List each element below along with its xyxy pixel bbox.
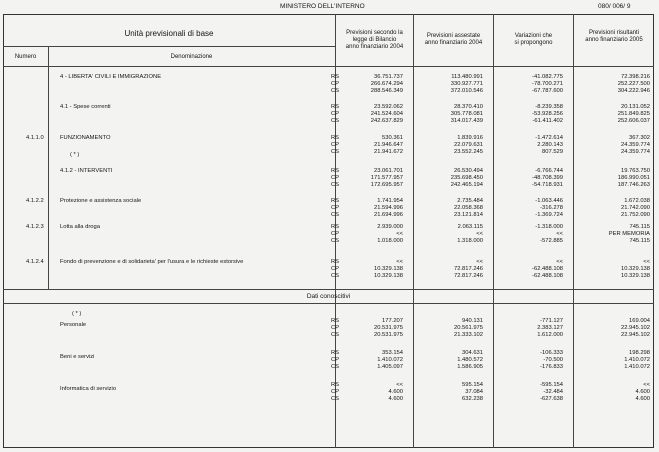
value-v4: 251.849.825: [617, 111, 650, 117]
value-v2: 72.817.246: [453, 266, 483, 272]
value-v3: -106.333: [540, 350, 563, 356]
value-v2: 26.530.494: [453, 168, 483, 174]
row-code: CP: [331, 111, 340, 117]
value-v2: 37.084: [465, 389, 483, 395]
value-v3: -48.708.399: [532, 175, 563, 181]
value-v1: 10.329.138: [373, 266, 403, 272]
divider-header-sub: [3, 46, 335, 47]
row-code: RS: [331, 382, 340, 388]
value-v3: 1.612.000: [537, 332, 563, 338]
value-v4: 4.600: [635, 389, 650, 395]
row-label: 4 - LIBERTA' CIVILI E IMMIGRAZIONE: [60, 74, 162, 80]
value-v1: 171.577.957: [370, 175, 403, 181]
value-v4: 24.359.774: [620, 142, 650, 148]
divider-col4: [573, 14, 574, 448]
row-code: CS: [331, 212, 340, 218]
row-code: CP: [331, 357, 340, 363]
row-code: RS: [331, 350, 340, 356]
header-upb: Unità previsionali di base: [124, 29, 214, 38]
row-code: CP: [331, 231, 340, 237]
value-v3: -70.500: [543, 357, 563, 363]
value-v4: 367.302: [629, 135, 650, 141]
value-v3: -6.766.744: [535, 168, 563, 174]
value-v2: 632.238: [462, 396, 483, 402]
row-code: CS: [331, 238, 340, 244]
value-v1: 2.939.000: [377, 224, 403, 230]
value-v3: -62.488.108: [532, 273, 563, 279]
row-code: CP: [331, 81, 340, 87]
row-number: 4.1.1.0: [26, 135, 44, 141]
row-code: RS: [331, 259, 340, 265]
ministry-title: MINISTERO DELL'INTERNO: [280, 3, 365, 10]
row-code: RS: [331, 224, 340, 230]
row-code: CP: [331, 325, 340, 331]
value-v3: -1.369.724: [535, 212, 563, 218]
value-v3: -41.082.775: [532, 74, 563, 80]
row-code: CS: [331, 332, 340, 338]
value-v2: 1.839.916: [457, 135, 483, 141]
value-v3: -32.484: [543, 389, 563, 395]
value-v1: <<: [396, 259, 403, 265]
divider-col2: [413, 14, 414, 448]
value-v2: 28.370.410: [453, 104, 483, 110]
value-v4: 1.410.072: [624, 357, 650, 363]
value-v4: 22.945.102: [620, 332, 650, 338]
value-v4: 186.990.051: [617, 175, 650, 181]
value-v4: 10.329.138: [620, 273, 650, 279]
value-v1: 1.405.097: [377, 364, 403, 370]
value-v2: 22.079.631: [453, 142, 483, 148]
row-number: 4.1.2.3: [26, 224, 44, 230]
value-v3: -54.718.931: [532, 182, 563, 188]
value-v3: 807.529: [542, 149, 563, 155]
row-code: CP: [331, 175, 340, 181]
value-v1: 4.600: [388, 396, 403, 402]
value-v1: 288.546.349: [370, 88, 403, 94]
value-v1: 530.361: [382, 135, 403, 141]
divider-dati-top: [3, 289, 654, 290]
value-v1: 21.594.996: [373, 205, 403, 211]
value-v4: 4.600: [635, 396, 650, 402]
value-v3: -771.127: [540, 318, 563, 324]
value-v1: 21.694.996: [373, 212, 403, 218]
value-v4: 72.398.216: [620, 74, 650, 80]
row-code: CP: [331, 142, 340, 148]
row-code: CP: [331, 389, 340, 395]
value-v2: 23.121.814: [453, 212, 483, 218]
row-code: RS: [331, 168, 340, 174]
page-reference: 080/ 006/ 9: [598, 3, 631, 10]
divider-dati-bottom: [3, 303, 654, 304]
value-v1: 1.410.072: [377, 357, 403, 363]
value-v3: -572.885: [540, 238, 563, 244]
value-v3: -61.411.402: [532, 118, 563, 124]
value-v3: -8.239.358: [535, 104, 563, 110]
value-v1: 21.946.647: [373, 142, 403, 148]
value-v2: 314.017.439: [450, 118, 483, 124]
row-code: CS: [331, 396, 340, 402]
value-v1: 1.741.954: [377, 198, 403, 204]
value-v1: 20.531.975: [373, 332, 403, 338]
value-v2: 21.333.102: [453, 332, 483, 338]
divider-header-bottom: [3, 66, 654, 67]
value-v4: 252.227.500: [617, 81, 650, 87]
value-v1: 266.674.294: [370, 81, 403, 87]
value-v2: 1.318.000: [457, 238, 483, 244]
value-v4: 24.359.774: [620, 149, 650, 155]
row-label: Lotta alla droga: [60, 224, 100, 230]
row-number: 4.1.2.4: [26, 259, 44, 265]
value-v2: 22.058.368: [453, 205, 483, 211]
value-v2: <<: [476, 231, 483, 237]
value-v3: -53.928.256: [532, 111, 563, 117]
value-v1: 23.592.062: [373, 104, 403, 110]
value-v1: 21.941.672: [373, 149, 403, 155]
value-v2: 113.480.991: [451, 74, 483, 80]
header-denominazione: Denominazione: [170, 54, 213, 60]
row-label: Informatica di servizio: [60, 386, 117, 392]
value-v1: <<: [396, 382, 403, 388]
row-code: CS: [331, 182, 340, 188]
value-v2: 1.586.905: [457, 364, 483, 370]
row-code: CS: [331, 364, 340, 370]
row-code: RS: [331, 104, 340, 110]
value-v4: 745.115: [629, 238, 650, 244]
row-label: Protezione e assistenza sociale: [60, 198, 142, 204]
row-code: CP: [331, 205, 340, 211]
header-numero: Numero: [14, 54, 37, 60]
value-v4: <<: [643, 259, 650, 265]
row-code: CS: [331, 273, 340, 279]
row-code: RS: [331, 318, 340, 324]
value-v3: -78.700.271: [532, 81, 563, 87]
row-code: RS: [331, 198, 340, 204]
row-code: RS: [331, 74, 340, 80]
value-v3: -1.472.614: [535, 135, 563, 141]
value-v4: 20.131.052: [620, 104, 650, 110]
header-col4: Previsioni risultanti anno finanziario 2005: [585, 30, 643, 43]
row-code: CP: [331, 266, 340, 272]
value-v1: 20.531.975: [373, 325, 403, 331]
value-v1: 242.637.829: [370, 118, 403, 124]
row-note: ( * ): [70, 152, 80, 158]
value-v1: <<: [396, 231, 403, 237]
value-v3: 2.280.143: [537, 142, 563, 148]
value-v4: 10.329.138: [620, 266, 650, 272]
dati-star-note: ( * ): [72, 311, 82, 317]
value-v2: <<: [476, 259, 483, 265]
value-v4: 21.742.090: [620, 205, 650, 211]
value-v3: -1.318.000: [535, 224, 563, 230]
row-code: CS: [331, 88, 340, 94]
value-v4: 198.298: [629, 350, 650, 356]
row-label: 4.1 - Spese correnti: [60, 104, 111, 110]
value-v3: <<: [556, 259, 563, 265]
value-v2: 242.465.194: [450, 182, 483, 188]
value-v3: -1.063.446: [535, 198, 563, 204]
value-v2: 330.927.771: [450, 81, 483, 87]
value-v1: 23.061.701: [373, 168, 403, 174]
value-v3: -62.488.108: [532, 266, 563, 272]
header-col3: Variazioni che si propongono: [514, 33, 553, 46]
value-v3: -176.833: [540, 364, 563, 370]
value-v1: 241.524.604: [370, 111, 403, 117]
row-label: FUNZIONAMENTO: [60, 135, 111, 141]
value-v4: 187.746.263: [617, 182, 650, 188]
value-v2: 305.778.081: [450, 111, 483, 117]
value-v2: 72.817.246: [453, 273, 483, 279]
value-v4: <<: [643, 382, 650, 388]
value-v2: 372.010.546: [450, 88, 483, 94]
divider-numero: [48, 46, 49, 289]
header-col1: Previsioni secondo la legge di Bilancio anno finanziario 2004: [345, 30, 404, 50]
value-v4: 21.752.090: [620, 212, 650, 218]
value-v1: 177.207: [382, 318, 403, 324]
row-code: RS: [331, 135, 340, 141]
row-label: Beni e servizi: [60, 354, 95, 360]
value-v2: 304.631: [462, 350, 483, 356]
value-v4: 22.945.102: [620, 325, 650, 331]
row-label: Fondo di prevenzione e di solidarieta' per l'usura e le richieste estorsive: [60, 259, 244, 265]
row-label: Personale: [60, 322, 87, 328]
value-v1: 4.600: [388, 389, 403, 395]
header-col2: Previsioni assestate anno finanziario 2004: [424, 33, 483, 46]
divider-col3: [493, 14, 494, 448]
value-v4: 304.222.946: [617, 88, 650, 94]
row-code: CS: [331, 118, 340, 124]
value-v2: 2.735.484: [457, 198, 483, 204]
value-v2: 940.131: [462, 318, 483, 324]
value-v1: 1.018.000: [377, 238, 403, 244]
value-v4: PER MEMORIA: [608, 231, 650, 237]
row-number: 4.1.2.2: [26, 198, 44, 204]
value-v2: 235.698.450: [450, 175, 483, 181]
value-v3: -595.154: [540, 382, 563, 388]
row-label: 4.1.2 - INTERVENTI: [60, 168, 113, 174]
value-v2: 2.063.115: [457, 224, 483, 230]
value-v1: 353.154: [382, 350, 403, 356]
value-v2: 595.154: [462, 382, 483, 388]
value-v4: 19.763.750: [620, 168, 650, 174]
value-v4: 1.672.038: [624, 198, 650, 204]
value-v3: 2.383.127: [537, 325, 563, 331]
value-v4: 745.115: [629, 224, 650, 230]
row-code: CS: [331, 149, 340, 155]
value-v3: -316.278: [540, 205, 563, 211]
value-v2: 20.561.975: [453, 325, 483, 331]
value-v3: -627.638: [540, 396, 563, 402]
value-v2: 1.480.572: [457, 357, 483, 363]
value-v3: <<: [556, 231, 563, 237]
value-v1: 10.329.138: [373, 273, 403, 279]
value-v3: -67.787.600: [532, 88, 563, 94]
value-v4: 252.606.037: [617, 118, 650, 124]
value-v1: 36.751.737: [373, 74, 403, 80]
value-v4: 1.410.072: [624, 364, 650, 370]
dati-conoscitivi-title: Dati conoscitivi: [306, 293, 351, 300]
value-v2: 23.552.245: [453, 149, 483, 155]
value-v4: 169.004: [629, 318, 650, 324]
value-v1: 172.695.957: [370, 182, 403, 188]
